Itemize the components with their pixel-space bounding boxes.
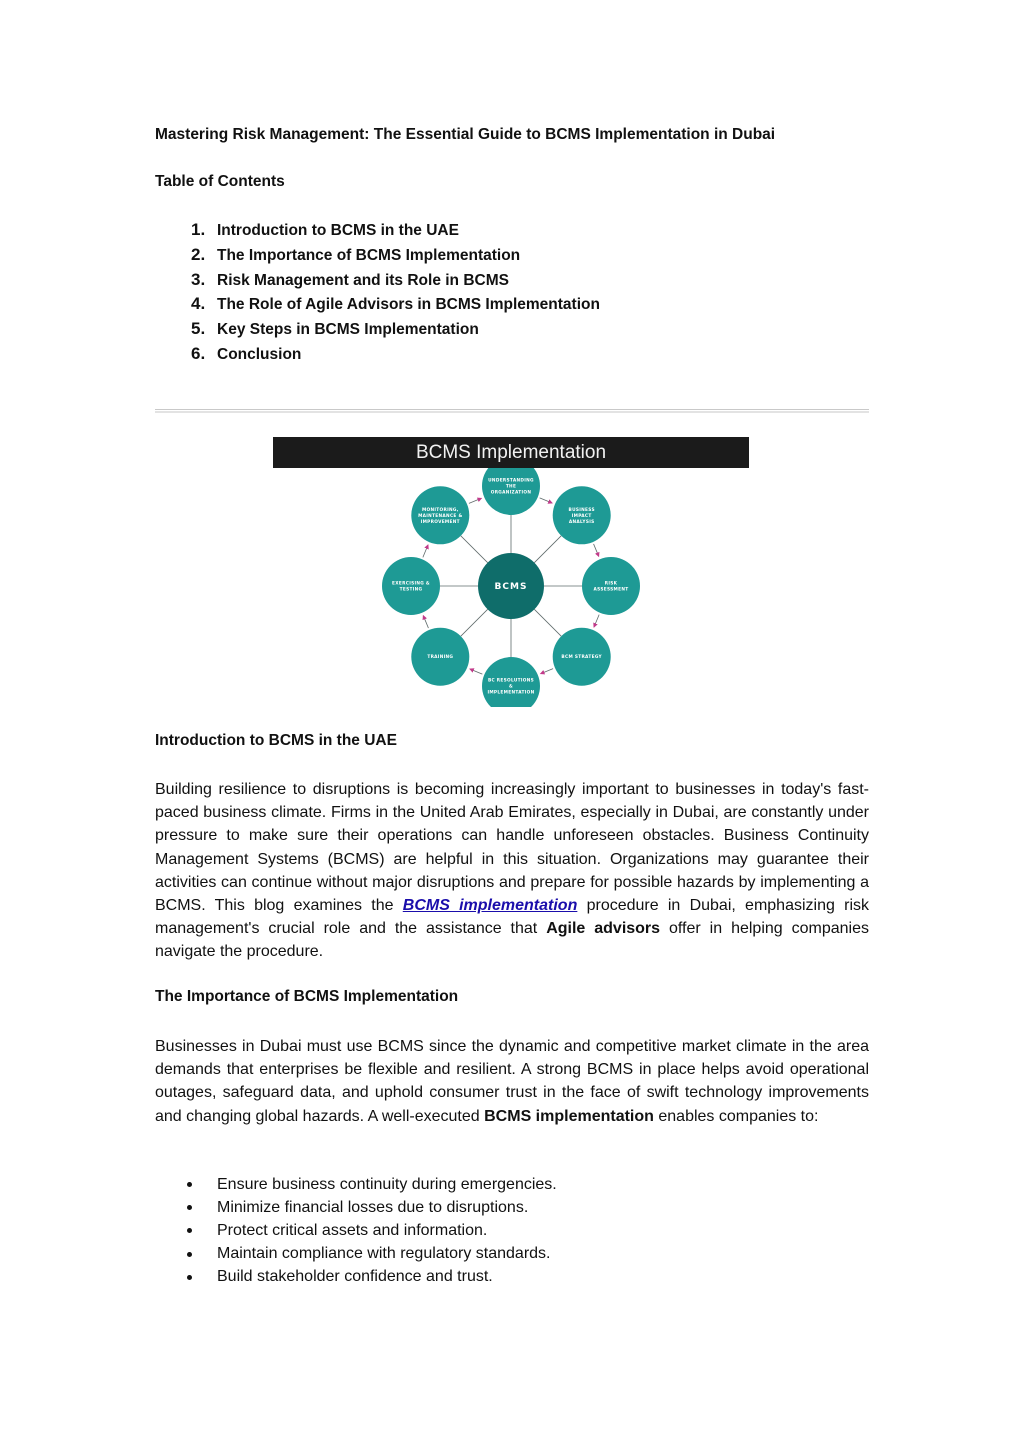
- toc-label: Risk Management and its Role in BCMS: [217, 271, 509, 289]
- cycle-arrow: [423, 545, 428, 558]
- toc-item[interactable]: [155, 294, 600, 319]
- intro-text-end: offer in helping companies navigate the procedure.: [155, 920, 869, 961]
- process-node-label: BC RESOLUTIONS: [487, 678, 535, 684]
- intro-text-continued: procedure in Dubai, emphasizing risk management's crucial role and the assistance that: [155, 897, 870, 938]
- list-item: [155, 1266, 557, 1289]
- list-item-text: Minimize financial losses due to disruptions.: [217, 1198, 529, 1216]
- process-node-label: &: [508, 684, 514, 690]
- bcms-cycle-diagram: [273, 468, 749, 707]
- spoke-connector: [461, 536, 488, 563]
- intro-text: Building resilience to disruptions is becoming increasingly important to businesses in today's fast-paced business climate. Firms in the United Arab Emirates, especially in Dubai, are constantly under pressure to make sure their operations can handle unforeseen obstacles. Business Continuity Management Systems (BCMS) are helpful in this situation. Organizations may guarantee their activities can continue without major disruptions and prepare for possible hazards by implementing a BCMS. This blog examines the: [155, 781, 869, 915]
- list-item: [155, 1219, 557, 1242]
- importance-text: Businesses in Dubai must use BCMS since the dynamic and competitive market climate in the area demands that enterprises be flexible and resilient. A strong BCMS in place helps avoid operational outages, safeguard data, and uphold consumer trust in the face of swift technology improvements and changing global hazards. A well-executed: [155, 1038, 869, 1125]
- toc-number: 1.: [191, 220, 206, 239]
- toc-number: 2.: [191, 244, 206, 264]
- toc-label: Introduction to BCMS in the UAE: [217, 222, 459, 239]
- toc-label: Key Steps in BCMS Implementation: [217, 321, 479, 339]
- process-node-label: IMPLEMENTATION: [487, 690, 535, 696]
- process-node-label: THE: [505, 484, 517, 490]
- importance-heading: The Importance of BCMS Implementation: [155, 988, 459, 1005]
- process-node-label: EXERCISING &: [392, 581, 430, 587]
- toc-item[interactable]: [155, 220, 600, 245]
- process-node-label: IMPACT: [571, 513, 592, 519]
- intro-heading: Introduction to BCMS in the UAE: [155, 732, 397, 749]
- document-title: Mastering Risk Management: The Essential Guide to BCMS Implementation in Dubai: [155, 126, 776, 143]
- spoke-connector: [461, 609, 488, 636]
- horizontal-divider: [155, 409, 869, 413]
- toc-label: The Importance of BCMS Implementation: [217, 246, 521, 264]
- list-item-text: Maintain compliance with regulatory standards.: [217, 1245, 551, 1263]
- bcms-implementation-bold: BCMS implementation: [484, 1107, 654, 1125]
- process-node-label: TRAINING: [427, 655, 454, 661]
- intro-paragraph: [155, 778, 869, 964]
- cycle-arrow: [594, 615, 599, 628]
- process-node-label: BUSINESS: [568, 507, 595, 513]
- figure-banner: BCMS Implementation: [273, 437, 749, 468]
- toc-number: 5.: [191, 319, 206, 339]
- bcms-center-label: BCMS: [494, 582, 528, 592]
- bcms-implementation-link[interactable]: BCMS implementation: [402, 897, 578, 915]
- cycle-arrow: [469, 498, 482, 503]
- toc-number: 3.: [191, 269, 206, 289]
- process-node-label: ASSESSMENT: [593, 587, 629, 593]
- process-node-label: MAINTENANCE &: [418, 513, 463, 519]
- benefits-list: [155, 1173, 557, 1289]
- process-node-label: MONITORING,: [421, 507, 459, 513]
- list-item: [155, 1173, 557, 1196]
- cycle-arrow: [541, 669, 554, 674]
- toc-label: The Role of Agile Advisors in BCMS Implementation: [217, 296, 600, 314]
- toc-number: 4.: [191, 294, 206, 314]
- agile-advisors-bold: Agile advisors: [546, 920, 661, 938]
- list-item-text: Build stakeholder confidence and trust.: [217, 1268, 493, 1286]
- toc-item[interactable]: [155, 344, 600, 369]
- toc-item[interactable]: [155, 270, 600, 295]
- toc-item[interactable]: [155, 319, 600, 344]
- list-item: [155, 1243, 557, 1266]
- spoke-connector: [534, 609, 561, 636]
- cycle-arrow: [423, 616, 428, 629]
- process-node-label: ANALYSIS: [568, 519, 595, 525]
- importance-paragraph: [155, 1035, 869, 1128]
- process-node-label: UNDERSTANDING: [488, 478, 534, 484]
- list-item-text: Protect critical assets and information.: [217, 1221, 488, 1239]
- spoke-connector: [534, 536, 561, 563]
- importance-text-end: enables companies to:: [653, 1107, 819, 1125]
- process-node-label: ORGANIZATION: [490, 490, 532, 496]
- toc-label: Conclusion: [217, 345, 302, 363]
- process-node-label: IMPROVEMENT: [420, 519, 460, 525]
- bcms-figure: [273, 437, 749, 707]
- process-node-label: TESTING: [399, 587, 423, 593]
- toc-heading: Table of Contents: [155, 173, 285, 190]
- cycle-arrow: [594, 544, 599, 557]
- list-item-text: Ensure business continuity during emergencies.: [217, 1175, 557, 1193]
- table-of-contents: [155, 220, 600, 369]
- process-node-label: BCM STRATEGY: [561, 655, 602, 661]
- toc-number: 6.: [191, 343, 206, 363]
- process-node-label: RISK: [604, 581, 618, 587]
- cycle-arrow: [470, 669, 483, 674]
- cycle-arrow: [540, 498, 553, 503]
- toc-item[interactable]: [155, 245, 600, 270]
- list-item: [155, 1196, 557, 1219]
